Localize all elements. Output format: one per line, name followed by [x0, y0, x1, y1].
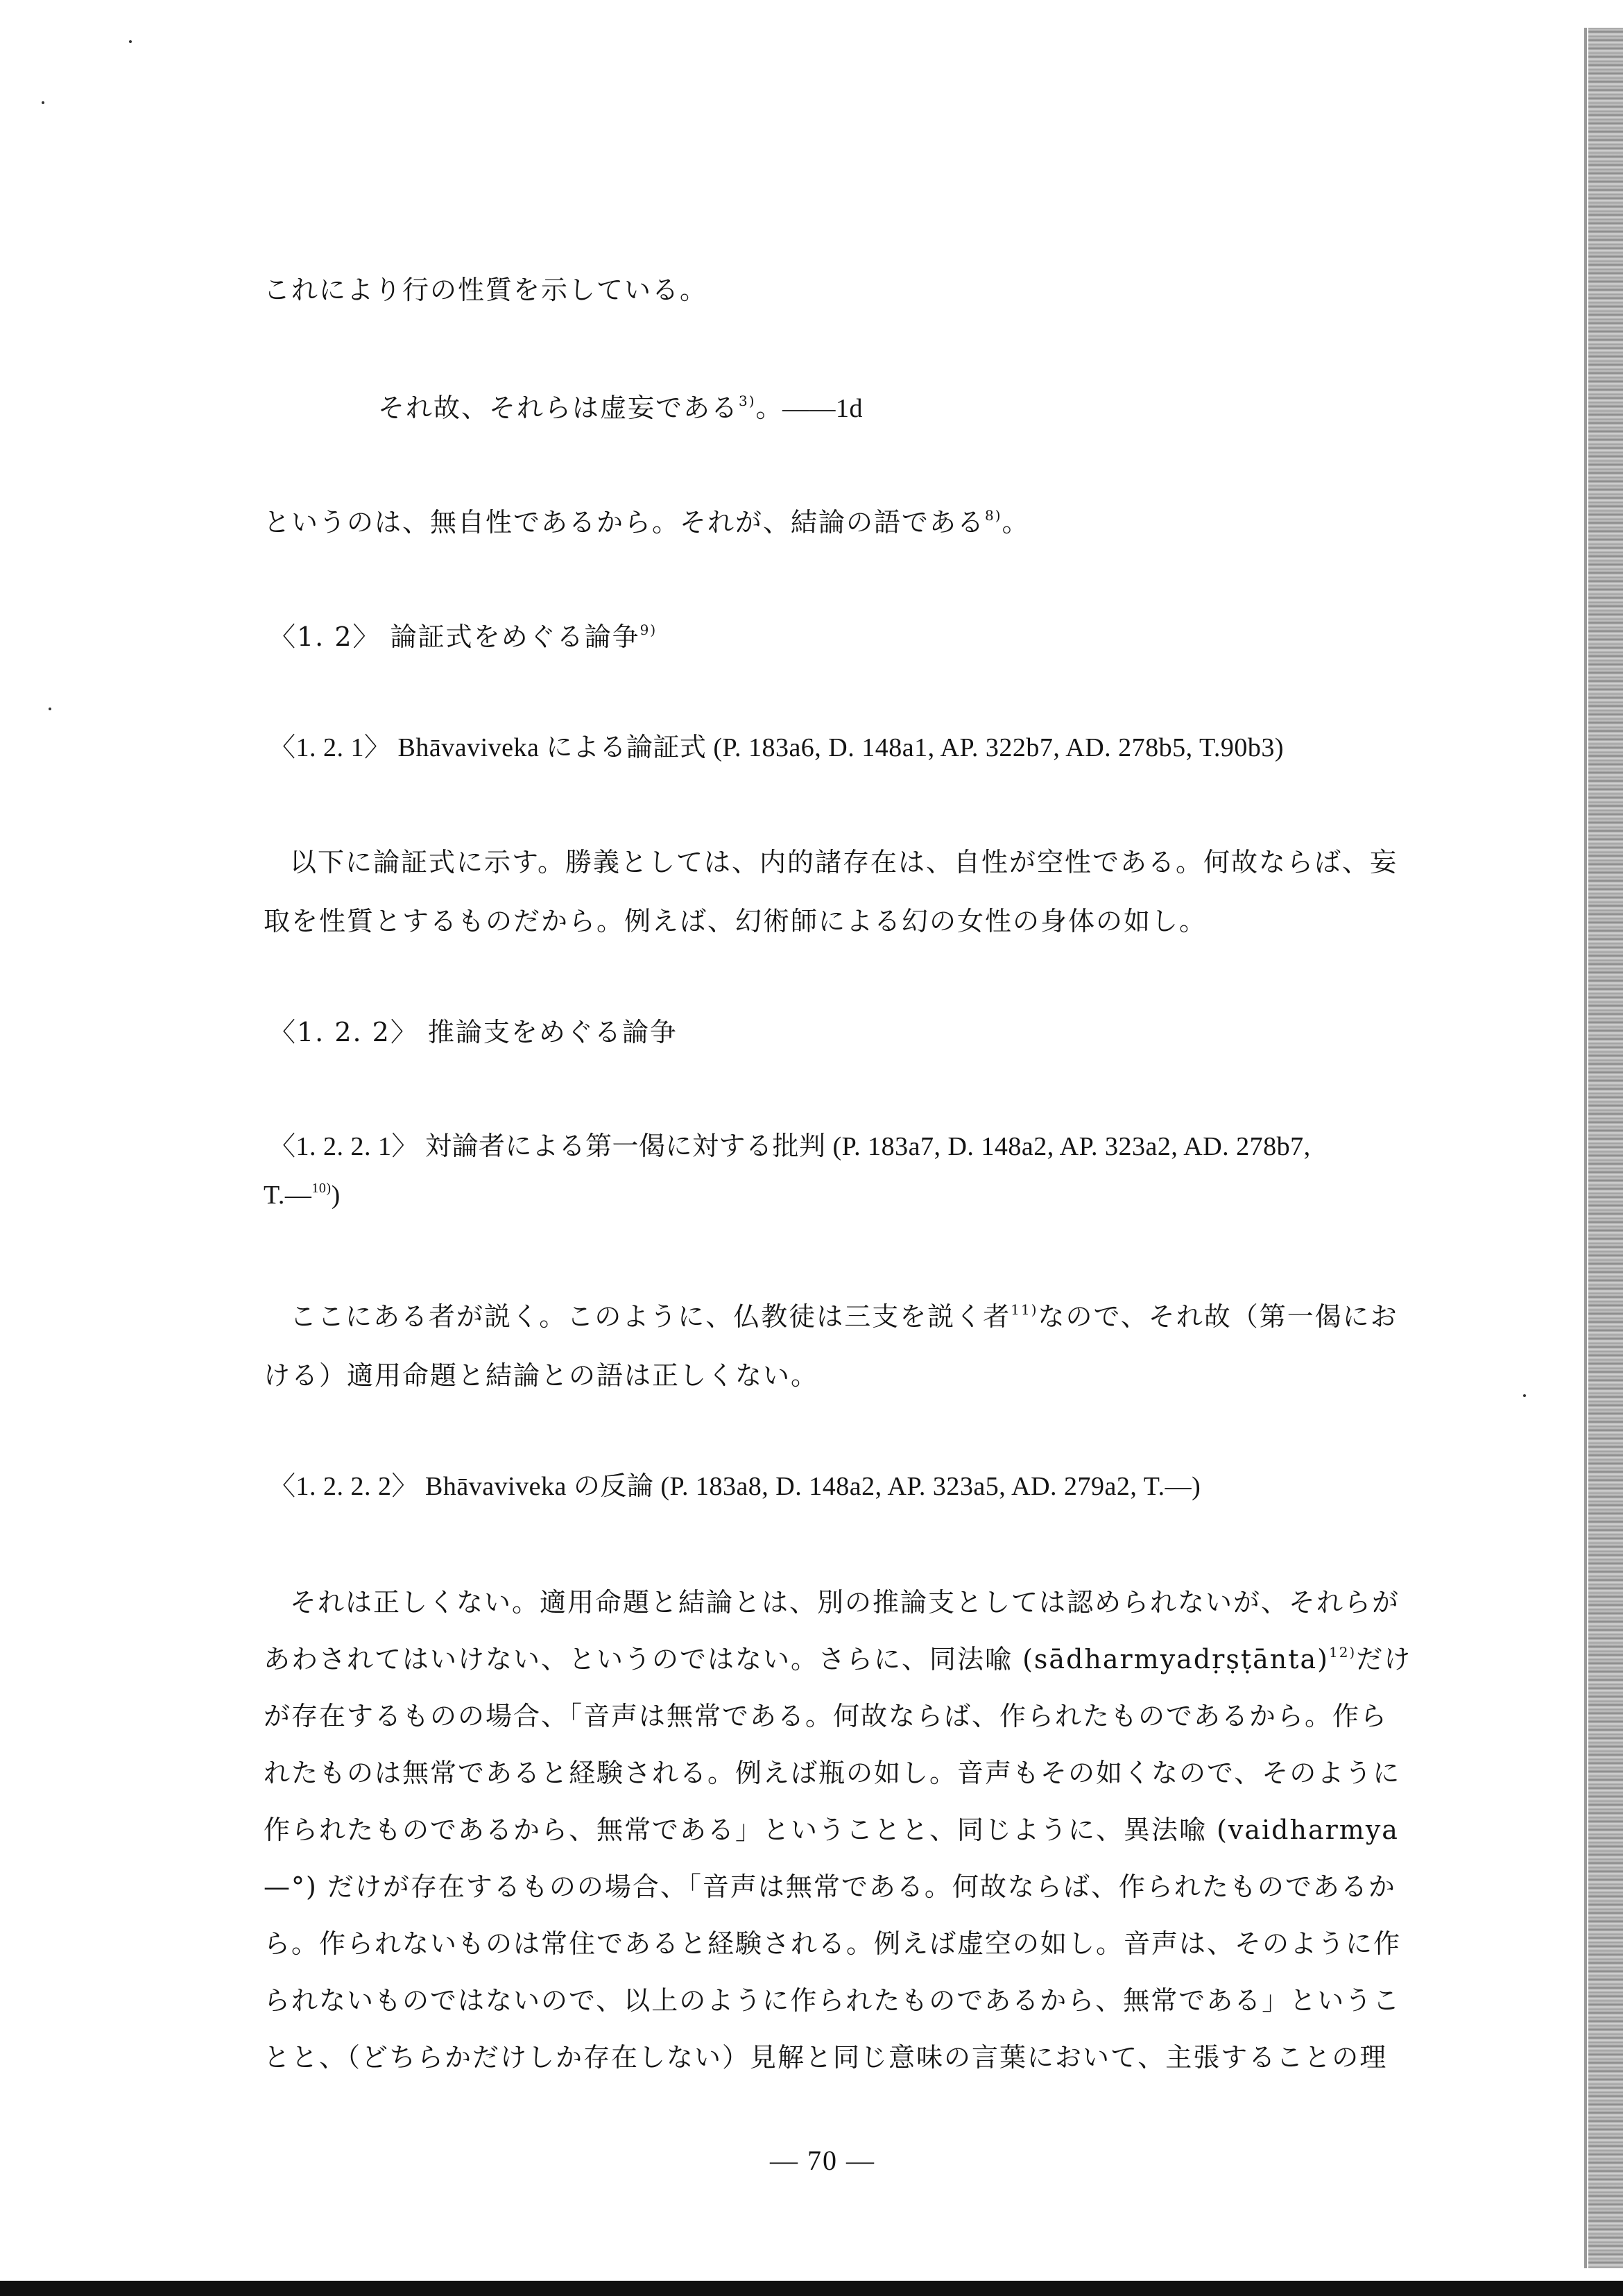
footnote-marker: 12) [1328, 1644, 1357, 1661]
paragraph-line: が存在するものの場合、「音声は無常である。何故ならば、作られたものであるから。作ら [264, 1701, 1389, 1731]
scan-bottom-edge [0, 2281, 1623, 2296]
section-heading-1-2-2: 〈1. 2. 2〉 推論支をめぐる論争 [269, 1017, 678, 1047]
scan-speck [1523, 1394, 1526, 1397]
paragraph-text: あわされてはいけない、というのではない。さらに、同法喩 (sādharmyadṛṣṭānta) [264, 1644, 1329, 1674]
scan-speck [129, 40, 132, 43]
heading-text: 〈1. 2〉 論証式をめぐる論争 [269, 622, 640, 652]
paragraph-line: それは正しくない。適用命題と結論とは、別の推論支としては認められないが、それらが [290, 1587, 1400, 1618]
paragraph-text: だけ [1356, 1644, 1412, 1674]
paragraph-line: れたものは無常であると経験される。例えば瓶の如し。音声もその如くなので、そのように [264, 1758, 1401, 1788]
scan-binding-shadow [1588, 28, 1623, 2268]
verse-text: それ故、それらは虚妄である [378, 393, 739, 423]
footnote-marker: 11) [1011, 1301, 1038, 1318]
paragraph-text: なので、それ故（第一偈にお [1038, 1301, 1398, 1332]
footnote-marker: 8) [985, 507, 1002, 524]
section-heading-1-2-1: 〈1. 2. 1〉 Bhāvaviveka による論証式 (P. 183a6, D. 148a1, AP. 322b7, AD. 278b5, T.90b3) [269, 733, 1285, 762]
paragraph-text: というのは、無自性であるから。それが、結論の語である [264, 507, 986, 538]
paragraph-line: 以下に論証式に示す。勝義としては、内的諸存在は、自性が空性である。何故ならば、妄 [290, 847, 1398, 877]
paragraph-line: ける）適用命題と結論との語は正しくない。 [264, 1360, 819, 1391]
paragraph-line: とと、（どちらかだけしか存在しない）見解と同じ意味の言葉において、主張することの理 [264, 2042, 1388, 2073]
section-heading-1-2-2-1-cont [264, 1176, 341, 1215]
footnote-marker: 3) [739, 393, 756, 409]
paragraph-line: 取を性質とするものだから。例えば、幻術師による幻の女性の身体の如し。 [264, 906, 1208, 936]
paragraph-text: 。 [1002, 507, 1030, 538]
footnote-marker: 10) [311, 1181, 332, 1196]
scan-speck [49, 708, 51, 710]
heading-text: T.— [264, 1181, 312, 1210]
paragraph-line: —°) だけが存在するものの場合、「音声は無常である。何故ならば、作られたものであるか [264, 1871, 1396, 1902]
paragraph-line: ら。作られないものは常住であると経験される。例えば虚空の如し。音声は、そのように作 [264, 1928, 1402, 1959]
section-heading-1-2-2-2: 〈1. 2. 2. 2〉 Bhāvaviveka の反論 (P. 183a8, D. 148a2, AP. 323a5, AD. 279a2, T.—) [269, 1472, 1201, 1501]
verse-number: 。——1d [755, 394, 864, 423]
verse-line [378, 388, 863, 428]
paragraph-line [264, 1640, 1411, 1679]
scan-binding-edge [1584, 28, 1587, 2268]
section-heading-1-2 [269, 617, 657, 656]
heading-text: ) [331, 1181, 341, 1210]
page-number: — 70 — [770, 2145, 875, 2176]
paragraph-line: 作られたものであるから、無常である」ということと、同じように、異法喩 (vaidharmya [264, 1815, 1399, 1845]
paragraph-line [264, 503, 1030, 542]
paragraph-line: これにより行の性質を示している。 [264, 275, 708, 305]
scan-speck [42, 101, 44, 104]
paragraph-text: ここにある者が説く。このように、仏教徒は三支を説く者 [290, 1301, 1011, 1332]
section-heading-1-2-2-1: 〈1. 2. 2. 1〉 対論者による第一偈に対する批判 (P. 183a7, D. 148a2, AP. 323a2, AD. 278b7, [269, 1132, 1311, 1161]
footnote-marker: 9) [639, 622, 658, 638]
paragraph-line: られないものではないので、以上のように作られたものであるから、無常である」というこ [264, 1985, 1401, 2016]
paragraph-line [290, 1297, 1398, 1336]
